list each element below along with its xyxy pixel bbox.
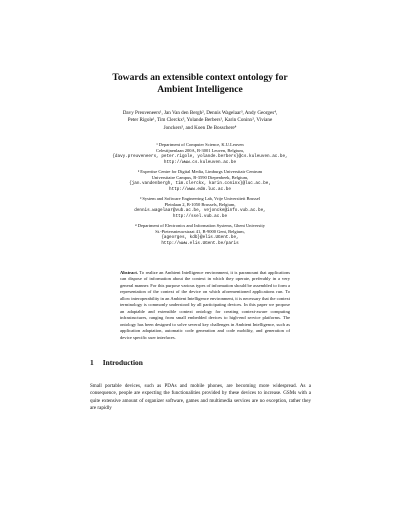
author-list xyxy=(74,110,326,132)
author-line-1: Davy Preuveneers¹, Jan Van den Bergh², Dennis Wagelaar³, Andy Georges⁴, xyxy=(122,110,278,116)
affiliation-3-url: http://ssel.vub.ac.be xyxy=(172,213,228,219)
author-line-3: Jonckers³, and Koen De Bosschere⁴ xyxy=(163,124,237,131)
affiliation-1-url: http://www.cs.kuleuven.ac.be xyxy=(163,159,237,165)
affiliation-2 xyxy=(74,169,326,193)
affiliation-4 xyxy=(74,223,326,247)
section-number: 1 xyxy=(90,358,94,367)
section-heading xyxy=(90,358,143,367)
abstract xyxy=(120,270,290,341)
affiliation-3-emails: dennis.wagelaar@vub.ac.be, vejoncke@info.vub.ac.be, xyxy=(134,207,266,213)
affiliation-1-emails: {davy.preuveneers, peter.rigole, yolande.berbers}@cs.kuleuven.ac.be, xyxy=(112,153,288,159)
affiliation-3-dept: ³ System and Software Engineering Lab, Vrije Universiteit Brussel xyxy=(139,196,261,201)
section-title: Introduction xyxy=(102,358,143,367)
body-paragraph: Small portable devices, such as PDAs and mobile phones, are becoming more widespread. As a consequence, people are expecting the functionalities provided by these devices to increase. GSMs with a quite extensive amount of organizer software, games and multimedia services are no exception, rather they are rapidly xyxy=(90,383,311,412)
affiliation-3 xyxy=(74,196,326,220)
affiliation-2-dept: ² Expertise Centre for Digital Media, Limburgs Universitair Centrum xyxy=(137,169,263,174)
affiliation-4-address: St.-Pietersnieuwstraat 41, B-9000 Gent, Belgium, xyxy=(155,228,245,234)
affiliation-2-emails: {jan.vandenbergh, tim.clerckx, karin.coninx}@luc.ac.be, xyxy=(129,180,271,186)
affiliation-3-address: Pleinlaan 2, B-1050 Brussels, Belgium, xyxy=(164,201,236,207)
affiliation-2-url: http://www.edm.luc.ac.be xyxy=(169,186,231,192)
author-line-2: Peter Rigole¹, Tim Clerckx², Yolande Berbers¹, Karin Coninx², Viviane xyxy=(127,117,273,124)
affiliation-1-address: Celestijnenlaan 200A, B-3001 Leuven, Belgium, xyxy=(155,147,245,153)
paper-title-line-2: Ambient Intelligence xyxy=(157,84,243,95)
affiliation-1 xyxy=(74,142,326,166)
abstract-label: Abstract. xyxy=(120,270,139,275)
affiliation-2-address: Universitaire Campus, B-3590 Diepenbeek, Belgium, xyxy=(151,174,249,180)
affiliation-1-dept: ¹ Department of Computer Science, K.U.Leuven xyxy=(156,142,244,147)
affiliation-4-url: http://www.elis.UGent.be/paris xyxy=(161,240,239,246)
affiliation-4-emails: {ageorges, kdb}@elis.UGent.be, xyxy=(161,234,239,240)
affiliation-4-dept: ⁴ Department of Electronics and Information Systems, Ghent University xyxy=(135,223,265,228)
paper-title-line-1: Towards an extensible context ontology for xyxy=(112,72,288,83)
abstract-text: To realize an Ambient Intelligence environment, it is paramount that applications can dispose of information about the context in which they operate, preferably in a very general manner. For this purpose various types of information should be assembled to form a representation of the context of the device on which aforementioned applications run. To allow interoperability in an Ambient Intelligence environment, it is necessary that the context terminology is commonly understood by all participating devices. In this paper we propose an adaptable and extensible context ontology for creating context-aware computing infrastructures, ranging from small embedded devices to high-end service platforms. The ontology has been designed to solve several key challenges in Ambient Intelligence, such as application adaptation, automatic code generation and code mobility, and generation of device specific user interfaces. xyxy=(120,270,290,340)
